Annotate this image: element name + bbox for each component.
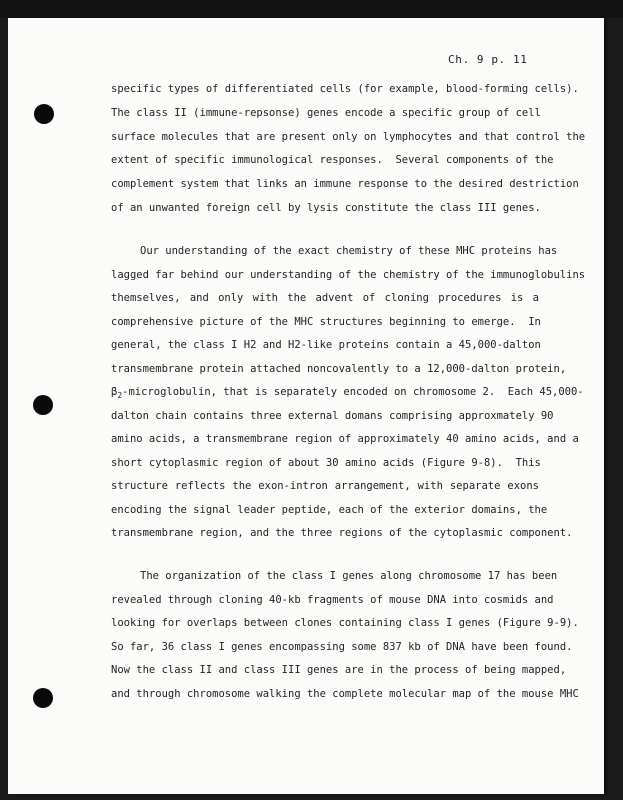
text-line: of an unwanted foreign cell by lysis constitute the class III genes. [111,202,541,214]
text-line: transmembrane region, and the three regions of the cytoplasmic component. [111,527,573,539]
text-line: themselves, and only with the advent of cloning procedures is a [111,292,539,304]
text-line: lagged far behind our understanding of the chemistry of the immunoglobulins [111,269,586,281]
text-line: Our understanding of the exact chemistry of these MHC proteins has [140,245,558,257]
text-line: dalton chain contains three external domans comprising approxmately 90 [111,410,554,422]
text-line: short cytoplasmic region of about 30 amino acids (Figure 9-8). This [111,457,541,469]
text-line: So far, 36 class I genes encompassing some 837 kb of DNA have been found. [111,641,573,653]
scan-border [0,0,623,18]
text-line: general, the class I H2 and H2-like proteins contain a 45,000-dalton [111,339,541,351]
text-line: revealed through cloning 40-kb fragments of mouse DNA into cosmids and [111,594,554,606]
beta-subscript: 2 [117,391,123,401]
beta-symbol: β [111,386,118,398]
text-line [111,386,584,401]
text-line: looking for overlaps between clones containing class I genes (Figure 9-9). [111,617,579,629]
document-page [8,18,604,794]
text-line: encoding the signal leader peptide, each of the exterior domains, the [111,504,548,516]
text-line: extent of specific immunological responses. Several components of the [111,154,554,166]
punch-hole [33,395,53,415]
text-line: The organization of the class I genes along chromosome 17 has been [140,570,558,582]
text-line: surface molecules that are present only on lymphocytes and that control the [111,131,586,143]
text-line: Now the class II and class III genes are in the process of being mapped, [111,664,567,676]
text-line: and through chromosome walking the complete molecular map of the mouse MHC [111,688,579,700]
text-line: comprehensive picture of the MHC structures beginning to emerge. In [111,316,541,328]
text-line: structure reflects the exon-intron arrangement, with separate exons [111,480,539,492]
text-line: The class II (immune-repsonse) genes encode a specific group of cell [111,107,541,119]
page-header: Ch. 9 p. 11 [448,53,528,66]
text-line: specific types of differentiated cells (for example, blood-forming cells). [111,83,579,95]
text-line: complement system that links an immune response to the desired destriction [111,178,579,190]
text-line: transmembrane protein attached noncovalently to a 12,000-dalton protein, [111,363,567,375]
text-line: amino acids, a transmembrane region of approximately 40 amino acids, and a [111,433,579,445]
text-line-rest: -microglobulin, that is separately encoded on chromosome 2. Each 45,000- [122,386,584,398]
punch-hole [33,688,53,708]
punch-hole [34,104,54,124]
